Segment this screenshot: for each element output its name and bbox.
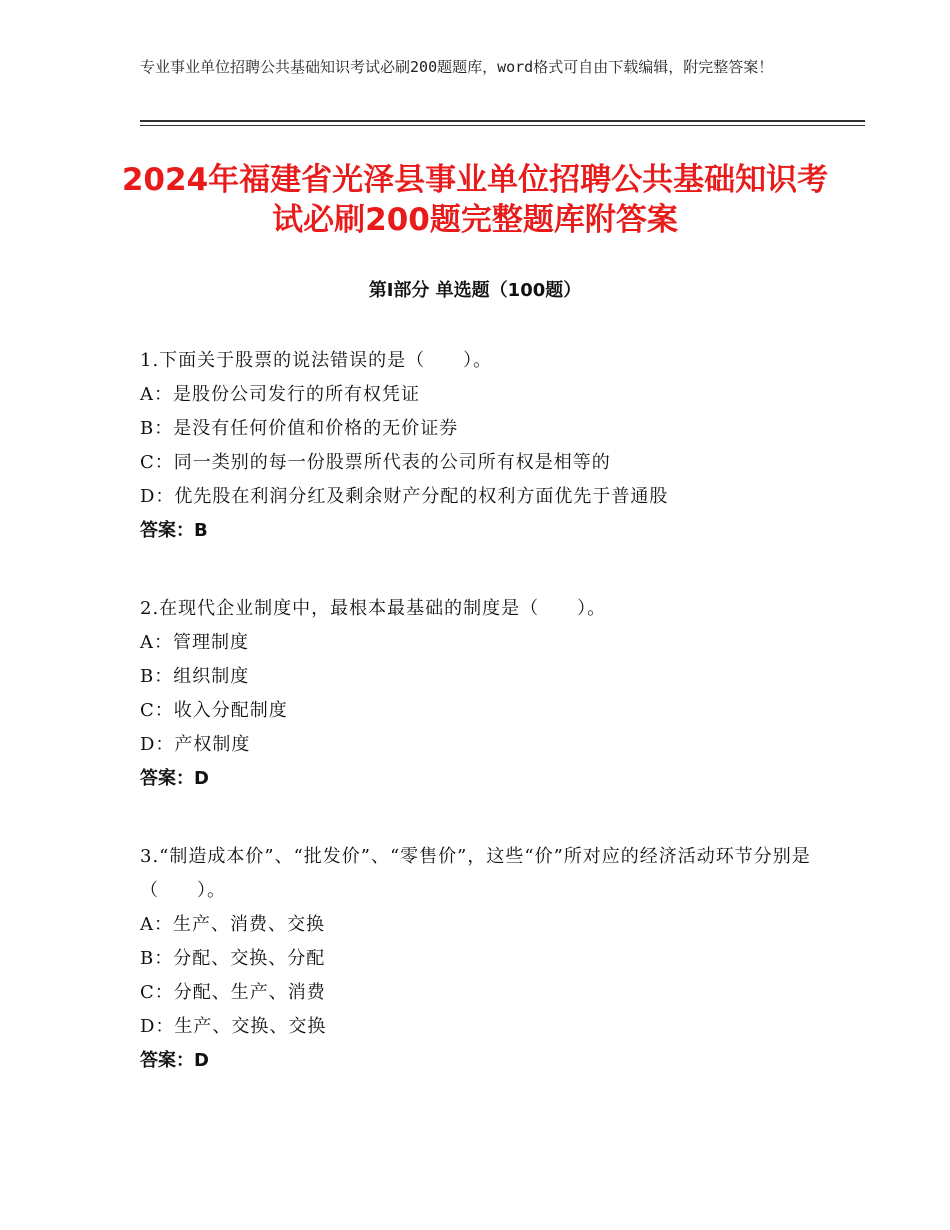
- answer: 答案：D: [140, 1050, 209, 1071]
- question-list: [140, 344, 820, 1122]
- option-c: C：分配、生产、消费: [140, 982, 326, 1003]
- option-a: A：是股份公司发行的所有权凭证: [140, 384, 420, 405]
- option-d: D：生产、交换、交换: [140, 1016, 327, 1037]
- question-2: [140, 592, 820, 796]
- header-rule-thick: [140, 120, 865, 122]
- question-stem: 2.在现代企业制度中，最根本最基础的制度是（ ）。: [140, 598, 607, 619]
- header-rule-thin: [140, 125, 865, 126]
- option-c: C：收入分配制度: [140, 700, 288, 721]
- question-3: [140, 840, 820, 1078]
- option-a: A：生产、消费、交换: [140, 914, 325, 935]
- question-1: [140, 344, 820, 548]
- answer: 答案：B: [140, 520, 208, 541]
- option-b: B：是没有任何价值和价格的无价证券: [140, 418, 459, 439]
- answer: 答案：D: [140, 768, 209, 789]
- question-stem: 1.下面关于股票的说法错误的是（ ）。: [140, 350, 493, 371]
- option-b: B：分配、交换、分配: [140, 948, 326, 969]
- header-note: 专业事业单位招聘公共基础知识考试必刷200题题库，word格式可自由下载编辑，附完整答案！: [140, 58, 774, 76]
- document-title: 2024年福建省光泽县事业单位招聘公共基础知识考试必刷200题完整题库附答案: [121, 162, 829, 238]
- option-b: B：组织制度: [140, 666, 250, 687]
- option-d: D：产权制度: [140, 734, 251, 755]
- question-stem: 3.“制造成本价”、“批发价”、“零售价”，这些“价”所对应的经济活动环节分别是（ ）。: [140, 846, 811, 901]
- section-title: 第Ⅰ部分 单选题（100题）: [368, 280, 582, 301]
- option-d: D：优先股在利润分红及剩余财产分配的权利方面优先于普通股: [140, 486, 669, 507]
- option-c: C：同一类别的每一份股票所代表的公司所有权是相等的: [140, 452, 611, 473]
- option-a: A：管理制度: [140, 632, 249, 653]
